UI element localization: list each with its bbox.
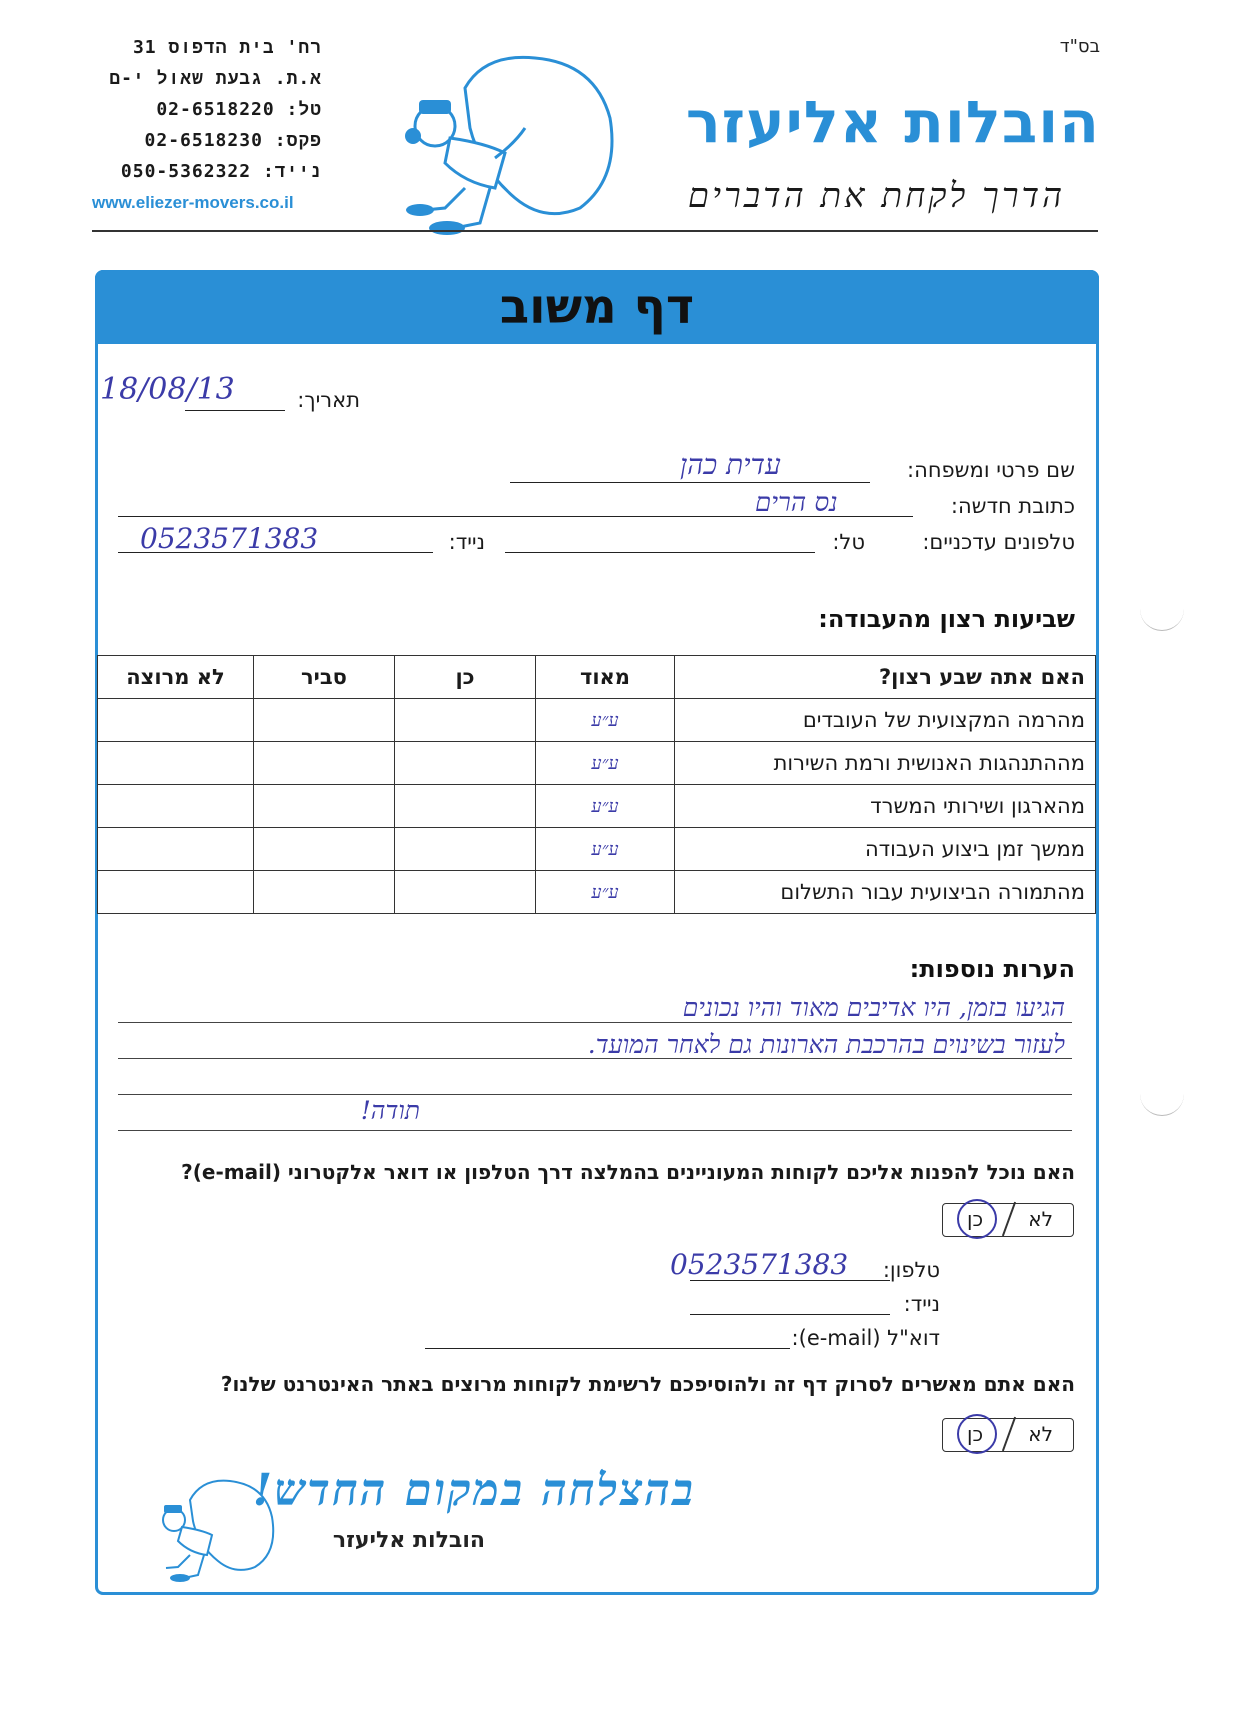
referral-yes-selected-mark [957, 1199, 997, 1239]
referral-email-line [425, 1348, 790, 1349]
column-question: האם אתה שבע רצון? [675, 656, 1096, 699]
contact-website[interactable]: www.eliezer-movers.co.il [92, 193, 294, 212]
table-row [98, 871, 1096, 914]
cell-not-satisfied[interactable] [98, 828, 254, 871]
closing-message: בהצלחה במקום החדש! [252, 1465, 695, 1516]
referral-yes-option[interactable]: כן [967, 1207, 984, 1231]
column-yes: כן [395, 656, 536, 699]
cell-very[interactable]: ע״ע [536, 699, 675, 742]
form-title: דף משוב [499, 279, 695, 335]
notes-heading: הערות נוספות: [909, 955, 1075, 983]
company-name: הובלות אליעזר [685, 88, 1100, 156]
table-row [98, 699, 1096, 742]
publish-yes-option[interactable]: כן [967, 1422, 984, 1446]
note-text-line-2[interactable]: לעזור בשינוים בהרכבת הארונות גם לאחר המועד. [587, 1030, 1065, 1059]
contact-phone: טל: 02-6518220 [156, 99, 322, 120]
cell-yes[interactable] [395, 871, 536, 914]
binder-hole [1140, 1085, 1184, 1116]
table-header-row [98, 656, 1096, 699]
contact-block [92, 32, 322, 218]
cell-fair[interactable] [254, 828, 395, 871]
note-line [118, 1130, 1072, 1131]
row-question: מהארגון ושירותי המשרד [675, 785, 1096, 828]
table-row [98, 828, 1096, 871]
header-divider [92, 230, 1098, 232]
mobile-label: נייד: [448, 530, 485, 554]
note-text-line-3[interactable]: תודה! [360, 1096, 420, 1125]
publish-yes-selected-mark [957, 1414, 997, 1454]
name-label: שם פרטי ומשפחה: [907, 458, 1075, 482]
row-question: מהתמורה הביצועית עבור התשלום [675, 871, 1096, 914]
referral-no-option[interactable]: לא [1028, 1207, 1053, 1231]
name-value[interactable]: עדית כהן [680, 448, 781, 481]
contact-area: א.ת. גבעת שאול י-ם [109, 68, 322, 89]
cell-yes[interactable] [395, 785, 536, 828]
column-not-satisfied: לא מרוצה [98, 656, 254, 699]
referral-phone-value[interactable]: 0523571383 [670, 1248, 849, 1281]
cell-very[interactable]: ע״ע [536, 871, 675, 914]
cell-fair[interactable] [254, 785, 395, 828]
mover-mascot-icon [395, 48, 625, 238]
address-value[interactable]: נס הרים [755, 488, 838, 518]
tel-label: טל: [832, 530, 865, 554]
column-very: מאוד [536, 656, 675, 699]
cell-fair[interactable] [254, 871, 395, 914]
company-slogan: הדרך לקחת את הדברים [687, 176, 1065, 216]
contact-address: רח' בית הדפוס 31 [132, 37, 322, 58]
cell-fair[interactable] [254, 742, 395, 785]
referral-mobile-line [690, 1314, 890, 1315]
row-question: ממשך זמן ביצוע העבודה [675, 828, 1096, 871]
cell-not-satisfied[interactable] [98, 742, 254, 785]
row-question: מההתנהגות האנושית ורמת השירות [675, 742, 1096, 785]
referral-email-label: דוא"ל (e-mail): [791, 1326, 940, 1350]
cell-very[interactable]: ע״ע [536, 828, 675, 871]
publish-question: האם אתם מאשרים לסרוק דף זה ולהוסיפכם לרשימת לקוחות מרוצים באתר האינטרנט שלנו? [220, 1372, 1075, 1396]
cell-fair[interactable] [254, 699, 395, 742]
cell-yes[interactable] [395, 699, 536, 742]
mobile-value[interactable]: 0523571383 [140, 522, 319, 555]
tel-line [505, 552, 815, 553]
referral-phone-label: טלפון: [882, 1258, 940, 1282]
cell-yes[interactable] [395, 742, 536, 785]
cell-very[interactable]: ע״ע [536, 742, 675, 785]
publish-no-option[interactable]: לא [1028, 1422, 1053, 1446]
cell-not-satisfied[interactable] [98, 785, 254, 828]
cell-yes[interactable] [395, 828, 536, 871]
cell-not-satisfied[interactable] [98, 871, 254, 914]
satisfaction-table [97, 655, 1096, 914]
table-row [98, 785, 1096, 828]
date-line [185, 410, 285, 411]
referral-question: האם נוכל להפנות אליכם לקוחות המעוניינים בהמלצה דרך הטלפון או דואר אלקטרוני (e-mail)? [181, 1160, 1075, 1184]
date-value[interactable]: 18/08/13 [100, 372, 235, 407]
contact-mobile: נייד: 050-5362322 [120, 161, 322, 182]
binder-hole [1140, 600, 1184, 631]
satisfaction-heading: שביעות רצון מהעבודה: [818, 605, 1075, 633]
row-question: מהרמה המקצועית של העובדים [675, 699, 1096, 742]
bsd-mark: בס"ד [1059, 36, 1100, 57]
cell-very[interactable]: ע״ע [536, 785, 675, 828]
address-label: כתובת חדשה: [950, 494, 1075, 518]
closing-signature: הובלות אליעזר [332, 1528, 485, 1553]
date-label: תאריך: [297, 388, 360, 412]
contact-fax: פקס: 02-6518230 [144, 130, 322, 151]
phones-label: טלפונים עדכניים: [922, 530, 1075, 554]
note-line [118, 1094, 1072, 1095]
cell-not-satisfied[interactable] [98, 699, 254, 742]
table-row [98, 742, 1096, 785]
column-fair: סביר [254, 656, 395, 699]
name-line [510, 482, 870, 483]
referral-mobile-label: נייד: [903, 1292, 940, 1316]
note-text-line-1[interactable]: הגיעו בזמן, היו אדיבים מאוד והיו נכונים [682, 993, 1065, 1022]
